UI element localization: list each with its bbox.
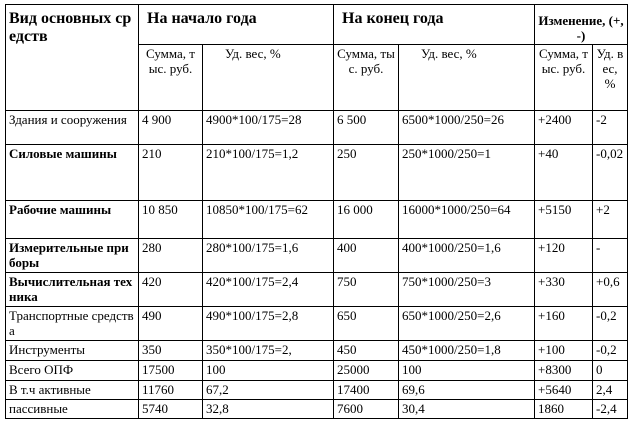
- change-sum-cell: +120: [535, 239, 593, 273]
- table-row: [6, 361, 628, 381]
- change-sum-cell: +8300: [535, 361, 593, 381]
- table-row: [6, 341, 628, 361]
- start-sum-cell: 490: [139, 307, 203, 341]
- change-share-cell: +0,6: [593, 273, 628, 307]
- row-name: Инструменты: [6, 341, 139, 361]
- end-sum-cell: 400: [334, 239, 399, 273]
- change-share-cell: -2,4: [593, 400, 628, 419]
- start-sum-cell: 10 850: [139, 201, 203, 239]
- change-share-cell: +2: [593, 201, 628, 239]
- table-row: [6, 400, 628, 419]
- fixed-assets-table: [5, 4, 628, 419]
- start-sum-cell: 11760: [139, 381, 203, 400]
- end-sum-cell: 450: [334, 341, 399, 361]
- row-name: Силовые машины: [6, 145, 139, 201]
- end-sum-cell: 750: [334, 273, 399, 307]
- change-sum-cell: +2400: [535, 111, 593, 145]
- change-sum-cell: 1860: [535, 400, 593, 419]
- change-sum-cell: +5640: [535, 381, 593, 400]
- change-sum-cell: +160: [535, 307, 593, 341]
- table-row: [6, 111, 628, 145]
- start-share-cell: 10850*100/175=62: [203, 201, 334, 239]
- change-share-cell: -0,2: [593, 341, 628, 361]
- end-sum-cell: 6 500: [334, 111, 399, 145]
- start-share-cell: 490*100/175=2,8: [203, 307, 334, 341]
- row-name: Рабочие машины: [6, 201, 139, 239]
- start-share-cell: 280*100/175=1,6: [203, 239, 334, 273]
- end-share-cell: 16000*1000/250=64: [399, 201, 535, 239]
- end-sum-cell: 16 000: [334, 201, 399, 239]
- row-name: Вычислительная техника: [6, 273, 139, 307]
- start-share-cell: 350*100/175=2,: [203, 341, 334, 361]
- table-body: [6, 111, 628, 419]
- end-share-cell: 30,4: [399, 400, 535, 419]
- end-sum-cell: 650: [334, 307, 399, 341]
- header-end-sum: Сумма, тыс. руб.: [334, 45, 399, 111]
- change-share-cell: 2,4: [593, 381, 628, 400]
- row-name: Здания и сооружения: [6, 111, 139, 145]
- header-start-of-year: На начало года: [139, 5, 334, 45]
- start-sum-cell: 4 900: [139, 111, 203, 145]
- start-sum-cell: 420: [139, 273, 203, 307]
- header-start-share: Уд. вес, %: [203, 45, 334, 111]
- end-share-cell: 69,6: [399, 381, 535, 400]
- change-sum-cell: +330: [535, 273, 593, 307]
- table-row: [6, 239, 628, 273]
- change-sum-cell: +5150: [535, 201, 593, 239]
- start-share-cell: 210*100/175=1,2: [203, 145, 334, 201]
- end-share-cell: 400*1000/250=1,6: [399, 239, 535, 273]
- end-share-cell: 6500*1000/250=26: [399, 111, 535, 145]
- header-change-sum: Сумма, тыс. руб.: [535, 45, 593, 111]
- header-change: Изменение, (+,-): [535, 5, 628, 45]
- table-row: [6, 145, 628, 201]
- row-name: Всего ОПФ: [6, 361, 139, 381]
- start-share-cell: 67,2: [203, 381, 334, 400]
- change-share-cell: -0,02: [593, 145, 628, 201]
- end-sum-cell: 17400: [334, 381, 399, 400]
- start-share-cell: 32,8: [203, 400, 334, 419]
- header-end-share: Уд. вес, %: [399, 45, 535, 111]
- change-sum-cell: +40: [535, 145, 593, 201]
- table-row: [6, 201, 628, 239]
- end-share-cell: 450*1000/250=1,8: [399, 341, 535, 361]
- table-row: [6, 307, 628, 341]
- end-share-cell: 750*1000/250=3: [399, 273, 535, 307]
- start-sum-cell: 280: [139, 239, 203, 273]
- change-share-cell: -: [593, 239, 628, 273]
- table-row: [6, 381, 628, 400]
- end-sum-cell: 25000: [334, 361, 399, 381]
- row-name: пассивные: [6, 400, 139, 419]
- header-start-sum: Сумма, тыс. руб.: [139, 45, 203, 111]
- start-share-cell: 420*100/175=2,4: [203, 273, 334, 307]
- end-share-cell: 650*1000/250=2,6: [399, 307, 535, 341]
- change-share-cell: -2: [593, 111, 628, 145]
- header-end-of-year: На конец года: [334, 5, 535, 45]
- start-share-cell: 4900*100/175=28: [203, 111, 334, 145]
- change-sum-cell: +100: [535, 341, 593, 361]
- header-asset-type: Вид основных средств: [6, 5, 139, 111]
- table-row: [6, 273, 628, 307]
- change-share-cell: 0: [593, 361, 628, 381]
- row-name: Транспортные средства: [6, 307, 139, 341]
- start-sum-cell: 210: [139, 145, 203, 201]
- header-change-share: Уд. вес, %: [593, 45, 628, 111]
- end-share-cell: 100: [399, 361, 535, 381]
- end-sum-cell: 250: [334, 145, 399, 201]
- start-sum-cell: 5740: [139, 400, 203, 419]
- change-share-cell: -0,2: [593, 307, 628, 341]
- start-share-cell: 100: [203, 361, 334, 381]
- end-share-cell: 250*1000/250=1: [399, 145, 535, 201]
- row-name: В т.ч активные: [6, 381, 139, 400]
- start-sum-cell: 350: [139, 341, 203, 361]
- end-sum-cell: 7600: [334, 400, 399, 419]
- start-sum-cell: 17500: [139, 361, 203, 381]
- row-name: Измерительные приборы: [6, 239, 139, 273]
